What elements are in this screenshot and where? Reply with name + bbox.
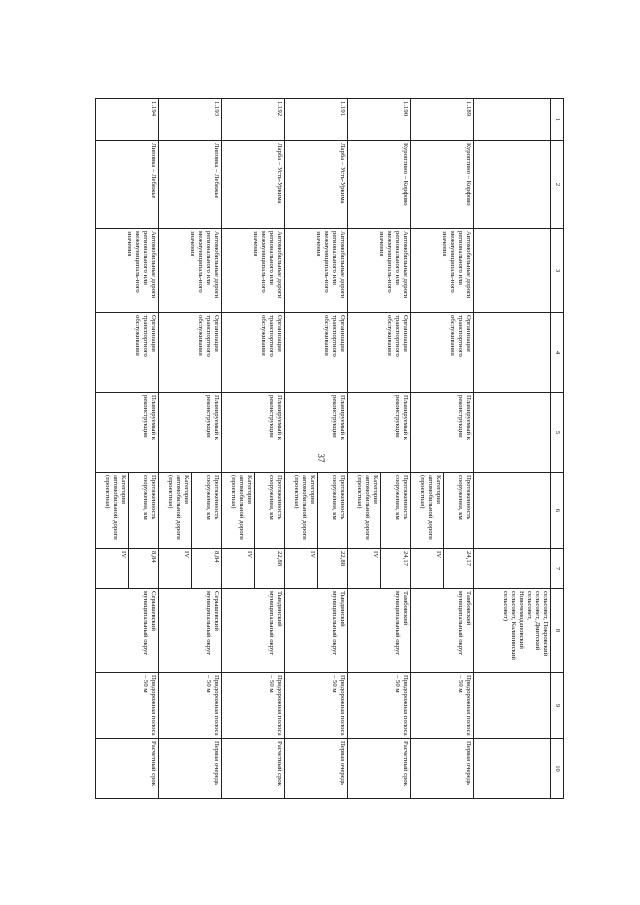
object-parameters-length: Протяженность сооружения, км bbox=[443, 473, 473, 548]
objects-table bbox=[95, 98, 564, 799]
object-purpose: Организация транспортного обслуживания bbox=[348, 313, 411, 393]
object-parameters-length: Протяженность сооружения, км bbox=[380, 473, 410, 548]
row-number: 1.192 bbox=[222, 99, 285, 141]
parameter-values bbox=[159, 549, 222, 589]
object-parameters-length: Протяженность сооружения, км bbox=[128, 473, 158, 548]
continuation-row bbox=[474, 99, 551, 799]
object-location: Серышевский муниципальный округ bbox=[159, 589, 222, 673]
table-row bbox=[285, 99, 348, 799]
object-status: Планируемый к реконструкции bbox=[411, 393, 474, 473]
rotated-table-wrapper bbox=[90, 98, 564, 798]
object-parameters bbox=[159, 473, 222, 549]
table-row bbox=[411, 99, 474, 799]
parameter-values-category: IV bbox=[435, 551, 442, 559]
parameter-values-length: 24,17 bbox=[380, 549, 410, 588]
object-parameters-category: Категория автомобильной дороги (проектная) bbox=[104, 475, 127, 540]
object-status: Планируемый к реконструкции bbox=[96, 393, 159, 473]
object-type: Автомобильные дороги регионального или межмуниципаль-ного значения bbox=[348, 229, 411, 313]
column-number: 2 bbox=[551, 141, 564, 229]
object-purpose: Организация транспортного обслуживания bbox=[411, 313, 474, 393]
column-number: 7 bbox=[551, 549, 564, 589]
object-parameters-length: Протяженность сооружения, км bbox=[317, 473, 347, 548]
column-number: 6 bbox=[551, 473, 564, 549]
column-number-row bbox=[551, 99, 564, 799]
object-zone: Придорожная полоса – 50 м bbox=[222, 673, 285, 739]
object-parameters-category: Категория автомобильной дороги (проектная) bbox=[419, 475, 442, 540]
object-zone: Придорожная полоса – 50 м bbox=[285, 673, 348, 739]
object-parameters-length: Протяженность сооружения, км bbox=[191, 473, 221, 548]
object-status: Планируемый к реконструкции bbox=[222, 393, 285, 473]
object-location: Тындинский муниципальный округ bbox=[285, 589, 348, 673]
parameter-values bbox=[348, 549, 411, 589]
continuation-location: сельсовет, Покровский сельсовет, Дмитский сельсовет, Новочемодановский сельсовет, Калининский сельсовет) bbox=[474, 589, 551, 673]
object-status: Планируемый к реконструкции bbox=[285, 393, 348, 473]
object-purpose: Организация транспортного обслуживания bbox=[96, 313, 159, 393]
object-status: Планируемый к реконструкции bbox=[348, 393, 411, 473]
parameter-values-length: 22,88 bbox=[254, 549, 284, 588]
parameter-values-length: 22,88 bbox=[317, 549, 347, 588]
object-parameters-category: Категория автомобильной дороги (проектная) bbox=[356, 475, 379, 540]
object-name: Ларба – Усть-Уркима bbox=[222, 141, 285, 229]
object-parameters-category: Категория автомобильной дороги (проектная) bbox=[167, 475, 190, 540]
row-number: 1.194 bbox=[96, 99, 159, 141]
object-parameters-category: Категория автомобильной дороги (проектная) bbox=[293, 475, 316, 540]
object-parameters bbox=[348, 473, 411, 549]
implementation-term: Первая очередь bbox=[285, 739, 348, 799]
object-location: Тамбовский муниципальный округ bbox=[348, 589, 411, 673]
object-name: Куроптино – Корфово bbox=[348, 141, 411, 229]
object-location: Серышевский муниципальный округ bbox=[96, 589, 159, 673]
parameter-values bbox=[222, 549, 285, 589]
parameter-values bbox=[96, 549, 159, 589]
implementation-term: Первая очередь bbox=[411, 739, 474, 799]
object-parameters bbox=[411, 473, 474, 549]
column-number: 3 bbox=[551, 229, 564, 313]
row-number: 1.190 bbox=[348, 99, 411, 141]
object-parameters bbox=[96, 473, 159, 549]
table-row bbox=[222, 99, 285, 799]
object-parameters bbox=[222, 473, 285, 549]
column-number: 10 bbox=[551, 739, 564, 799]
object-purpose: Организация транспортного обслуживания bbox=[285, 313, 348, 393]
object-type: Автомобильные дороги регионального или межмуниципаль-ного значения bbox=[159, 229, 222, 313]
object-status: Планируемый к реконструкции bbox=[159, 393, 222, 473]
parameter-values bbox=[411, 549, 474, 589]
row-number: 1.189 bbox=[411, 99, 474, 141]
object-parameters bbox=[285, 473, 348, 549]
parameter-values-length: 8,84 bbox=[128, 549, 158, 588]
object-zone: Придорожная полоса – 50 м bbox=[411, 673, 474, 739]
implementation-term: Расчетный срок bbox=[348, 739, 411, 799]
object-zone: Придорожная полоса – 50 м bbox=[348, 673, 411, 739]
column-number: 4 bbox=[551, 313, 564, 393]
page-number: 37 bbox=[316, 453, 326, 463]
object-type: Автомобильные дороги регионального или межмуниципаль-ного значения bbox=[285, 229, 348, 313]
column-number: 8 bbox=[551, 589, 564, 673]
object-type: Автомобильные дороги регионального или межмуниципаль-ного значения bbox=[411, 229, 474, 313]
object-type: Автомобильные дороги регионального или межмуниципаль-ного значения bbox=[96, 229, 159, 313]
parameter-values-category: IV bbox=[183, 551, 190, 559]
parameter-values-length: 8,84 bbox=[191, 549, 221, 588]
object-zone: Придорожная полоса – 50 м bbox=[159, 673, 222, 739]
parameter-values-category: IV bbox=[246, 551, 253, 559]
table-row bbox=[159, 99, 222, 799]
parameter-values-category: IV bbox=[120, 551, 127, 559]
table-row bbox=[96, 99, 159, 799]
parameter-values-length: 24,17 bbox=[443, 549, 473, 588]
column-number: 5 bbox=[551, 393, 564, 473]
parameter-values bbox=[285, 549, 348, 589]
object-name: Куроптино – Корфово bbox=[411, 141, 474, 229]
table-row bbox=[348, 99, 411, 799]
object-name: Липовка – Лебяжье bbox=[159, 141, 222, 229]
parameter-values-category: IV bbox=[372, 551, 379, 559]
object-zone: Придорожная полоса – 50 м bbox=[96, 673, 159, 739]
table-body bbox=[96, 99, 474, 799]
implementation-term: Расчетный срок bbox=[222, 739, 285, 799]
parameter-values-category: IV bbox=[309, 551, 316, 559]
object-purpose: Организация транспортного обслуживания bbox=[222, 313, 285, 393]
object-location: Тындинский муниципальный округ bbox=[222, 589, 285, 673]
row-number: 1.193 bbox=[159, 99, 222, 141]
implementation-term: Расчетный срок bbox=[96, 739, 159, 799]
object-type: Автомобильные дороги регионального или межмуниципаль-ного значения bbox=[222, 229, 285, 313]
object-name: Липовка – Лебяжье bbox=[96, 141, 159, 229]
object-parameters-category: Категория автомобильной дороги (проектная) bbox=[230, 475, 253, 540]
object-location: Тамбовский муниципальный округ bbox=[411, 589, 474, 673]
object-parameters-length: Протяженность сооружения, км bbox=[254, 473, 284, 548]
implementation-term: Первая очередь bbox=[159, 739, 222, 799]
column-number: 1 bbox=[551, 99, 564, 141]
object-purpose: Организация транспортного обслуживания bbox=[159, 313, 222, 393]
column-number: 9 bbox=[551, 673, 564, 739]
object-name: Ларба – Усть-Уркима bbox=[285, 141, 348, 229]
row-number: 1.191 bbox=[285, 99, 348, 141]
